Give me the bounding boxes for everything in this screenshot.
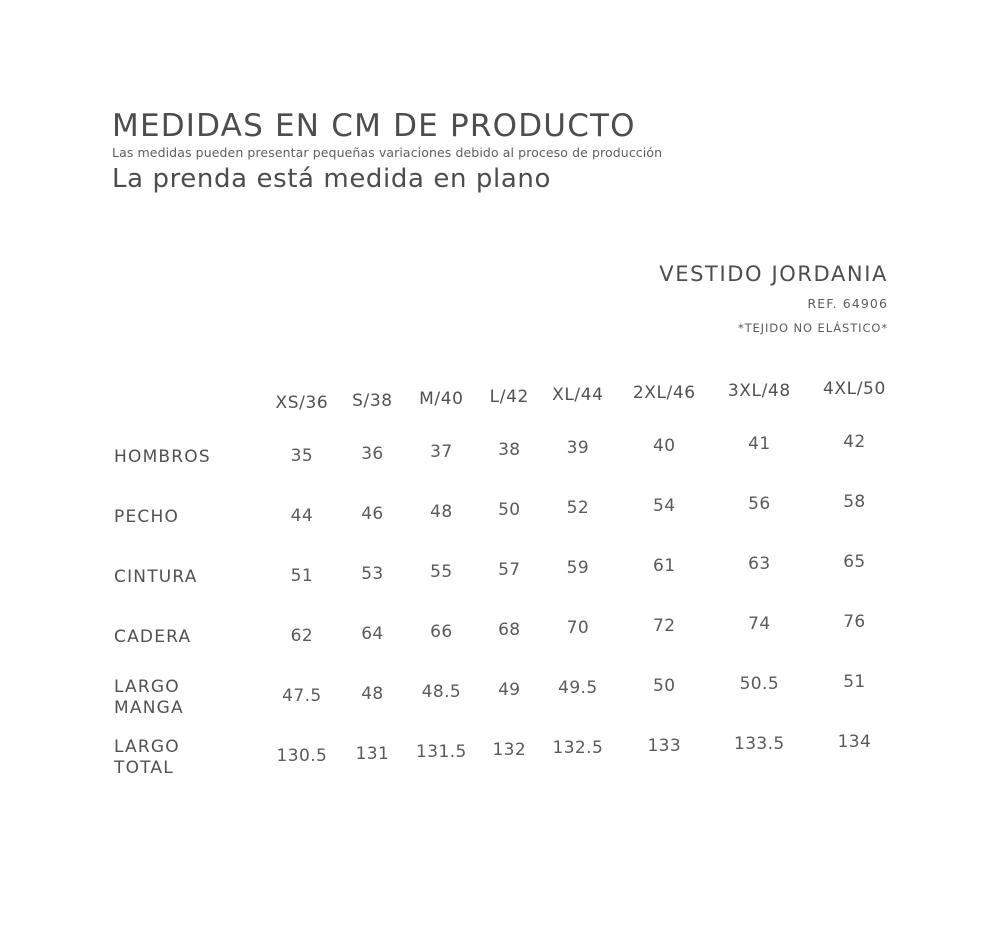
row-label-hombros xyxy=(112,428,262,488)
column-header-4xl50: 4XL/50 xyxy=(822,379,886,399)
row-label-cintura xyxy=(112,548,262,608)
cell-pecho-2xl46: 54 xyxy=(653,496,676,516)
cell-cadera-l42: 68 xyxy=(498,620,521,640)
cell-cintura-xs36: 51 xyxy=(290,566,314,586)
page-title: MEDIDAS EN CM DE PRODUCTO xyxy=(112,108,636,144)
cell-cintura-2xl46: 61 xyxy=(653,556,676,576)
cell-cintura-s38: 53 xyxy=(361,564,384,584)
cell-largo-manga-xl44: 49.5 xyxy=(558,678,598,698)
row-label-line1: LARGO xyxy=(114,736,180,757)
row-label-line2: MANGA xyxy=(114,698,184,718)
cell-hombros-m40: 37 xyxy=(430,442,453,462)
product-info-block xyxy=(659,262,888,335)
table-body xyxy=(112,428,902,788)
column-header-xl44: XL/44 xyxy=(552,385,604,405)
cell-hombros-xs36: 35 xyxy=(290,446,314,466)
cell-largo-total-3xl48: 133.5 xyxy=(733,734,785,754)
size-measurements-table xyxy=(112,379,902,788)
cell-largo-manga-3xl48: 50.5 xyxy=(739,674,780,694)
header-block xyxy=(112,110,712,194)
cell-hombros-s38: 36 xyxy=(361,444,384,464)
cell-largo-manga-s38: 48 xyxy=(361,684,384,704)
product-reference: REF. 64906 xyxy=(807,296,888,311)
row-label-line1: LARGO xyxy=(114,676,180,697)
row-label-cadera xyxy=(112,608,262,668)
cell-hombros-2xl46: 40 xyxy=(653,436,676,456)
cell-pecho-xl44: 52 xyxy=(566,498,590,518)
row-label-line1: PECHO xyxy=(114,507,180,528)
cell-largo-manga-4xl50: 51 xyxy=(843,672,866,692)
cell-cadera-4xl50: 76 xyxy=(843,612,866,632)
cell-hombros-4xl50: 42 xyxy=(843,432,866,452)
cell-pecho-4xl50: 58 xyxy=(843,492,866,512)
column-header-3xl48: 3XL/48 xyxy=(727,381,791,401)
cell-pecho-xs36: 44 xyxy=(290,506,314,526)
table-row xyxy=(112,728,902,788)
cell-largo-total-2xl46: 133 xyxy=(647,736,682,756)
cell-cintura-4xl50: 65 xyxy=(843,552,866,572)
column-header-m40: M/40 xyxy=(419,389,464,409)
cell-largo-total-s38: 131 xyxy=(355,744,390,764)
cell-cadera-xs36: 62 xyxy=(290,626,314,646)
column-header-xs36: XS/36 xyxy=(275,393,329,413)
cell-cadera-3xl48: 74 xyxy=(748,614,771,634)
cell-cintura-3xl48: 63 xyxy=(748,554,771,574)
cell-largo-manga-2xl46: 50 xyxy=(653,676,676,696)
cell-largo-total-xs36: 130.5 xyxy=(276,746,328,766)
cell-largo-total-m40: 131.5 xyxy=(416,742,467,762)
cell-cadera-s38: 64 xyxy=(361,624,384,644)
cell-largo-manga-m40: 48.5 xyxy=(421,682,462,702)
cell-largo-total-xl44: 132.5 xyxy=(552,738,604,758)
cell-pecho-3xl48: 56 xyxy=(748,494,771,514)
column-header-s38: S/38 xyxy=(352,391,393,411)
cell-cintura-l42: 57 xyxy=(498,560,521,580)
cell-hombros-l42: 38 xyxy=(498,440,521,460)
cell-cadera-m40: 66 xyxy=(430,622,453,642)
cell-largo-manga-xs36: 47.5 xyxy=(282,686,322,706)
production-note: Las medidas pueden presentar pequeñas variaciones debido al proceso de producción xyxy=(112,144,663,160)
row-label-pecho xyxy=(112,488,262,548)
cell-largo-total-l42: 132 xyxy=(492,740,527,760)
row-label-line1: HOMBROS xyxy=(114,447,211,468)
row-label-line1: CADERA xyxy=(114,627,192,648)
row-label-line1: CINTURA xyxy=(114,567,198,588)
cell-largo-manga-l42: 49 xyxy=(498,680,521,700)
row-header-corner xyxy=(112,382,262,428)
cell-largo-total-4xl50: 134 xyxy=(837,732,872,752)
column-header-2xl46: 2XL/46 xyxy=(632,383,696,403)
cell-cadera-2xl46: 72 xyxy=(653,616,676,636)
row-label-largo-manga xyxy=(112,668,262,728)
column-header-l42: L/42 xyxy=(489,387,529,407)
cell-pecho-l42: 50 xyxy=(498,500,521,520)
cell-cadera-xl44: 70 xyxy=(566,618,590,638)
cell-pecho-s38: 46 xyxy=(361,504,384,524)
cell-pecho-m40: 48 xyxy=(430,502,453,522)
cell-cintura-m40: 55 xyxy=(430,562,453,582)
product-name: VESTIDO JORDANIA xyxy=(659,262,888,286)
cell-cintura-xl44: 59 xyxy=(566,558,590,578)
page-subtitle: La prenda está medida en plano xyxy=(112,163,551,194)
cell-hombros-xl44: 39 xyxy=(566,438,590,458)
fabric-note: *TEJIDO NO ELÁSTICO* xyxy=(737,321,888,335)
row-label-largo-total xyxy=(112,728,262,788)
row-label-line2: TOTAL xyxy=(114,758,174,778)
cell-hombros-3xl48: 41 xyxy=(748,434,771,454)
